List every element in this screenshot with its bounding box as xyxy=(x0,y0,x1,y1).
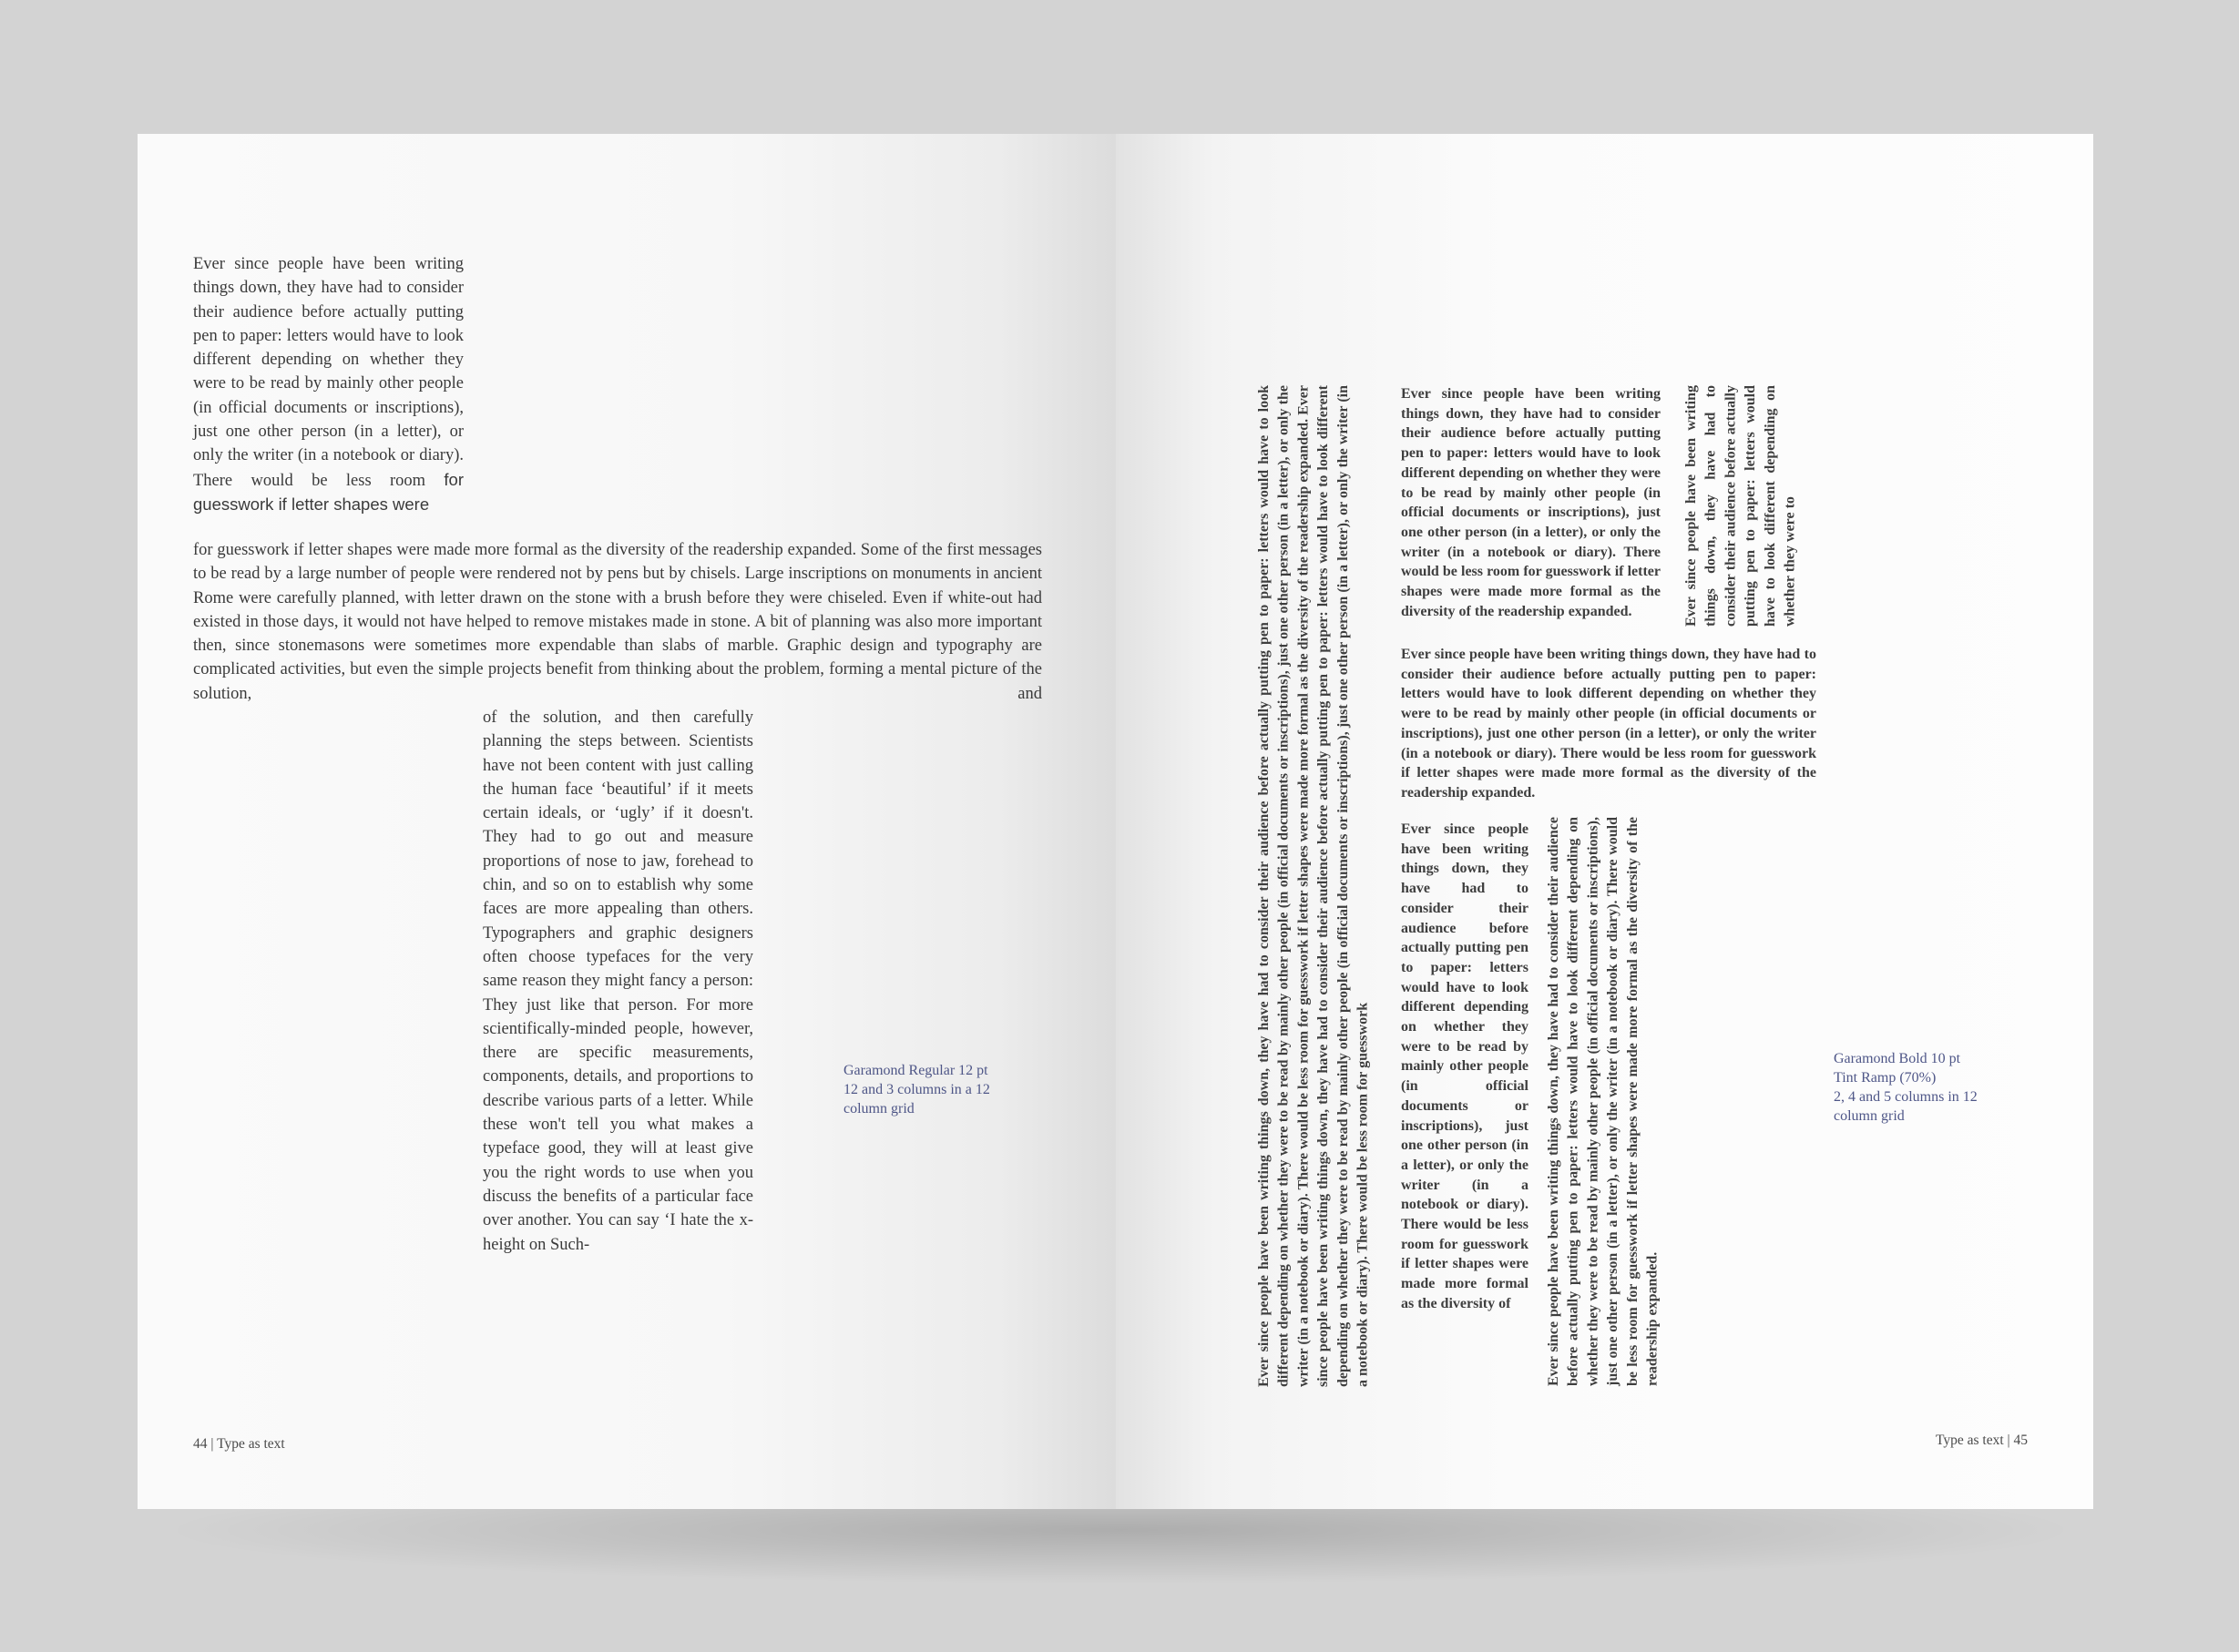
right-caption-line4: column grid xyxy=(1834,1108,1905,1124)
left-folio: 44 | Type as text xyxy=(193,1436,285,1452)
right-caption-line3: 2, 4 and 5 columns in 12 xyxy=(1834,1089,1978,1105)
rotated-medium-block: Ever since people have been writing things down, they have had to consider their audience before actually putting pen to paper: letters would have to look different depending on whether they were to be read by mainly other people (in official documents or inscriptions), just one other person (in a letter), or only the writer (in a notebook or diary). There would be less room for guesswork if letter shapes were made more formal as the diversity of the readership expanded. xyxy=(1546,817,1661,1386)
left-column-top-text: Ever since people have been writing things down, they have had to consider their audience before actually putting pen to paper: letters would have to look different depending on whether they were to be read by mainly other people (in official documents or inscriptions), just one other person (in a letter), or only the writer (in a notebook or diary). There would be less room xyxy=(193,255,464,490)
right-caption xyxy=(1834,1049,1978,1126)
right-wide-paragraph: Ever since people have been writing things down, they have had to consider their audience before actually putting pen to paper: letters would have to look different depending on whether they were to be read by mainly other people (in official documents or inscriptions), just one other person (in a letter), or only the writer (in a notebook or diary). There would be less room for guesswork if letter shapes were made more formal as the diversity of the readership expanded. xyxy=(1401,647,1816,801)
left-page xyxy=(138,134,1116,1509)
left-column-bottom: of the solution, and then carefully planning the steps between. Scientists have not been content with just calling the human face ‘beautiful’ if it meets certain ideals, or ‘ugly’ if it doesn't. They had to go out and measure proportions of nose to jaw, forehead to chin, and so on to establish why some faces are more appealing than others. Typographers and graphic designers often choose typefaces for the very same reason they might fancy a person: They just like that person. For more scientifically-minded people, however, there are specific measurements, components, details, and proportions to describe various parts of a letter. While these won't tell you what makes a typeface good, they will at least give you the right words to use when you discuss the benefits of a particular face over another. You can say ‘I hate the x-height on Such- xyxy=(483,709,753,1254)
right-top-block: Ever since people have been writing things down, they have had to consider their audience before actually putting pen to paper: letters would have to look different depending on whether they were to be read by mainly other people (in official documents or inscriptions), just one other person (in a letter), or only the writer (in a notebook or diary). There would be less room for guesswork if letter shapes were made more formal as the diversity of the readership expanded. xyxy=(1401,386,1661,619)
left-caption xyxy=(843,1061,990,1118)
right-narrow-column: Ever since people have been writing things down, they have had to consider their audience before actually putting pen to paper: letters would have to look different depending on whether they were to be read by mainly other people (in official documents or inscriptions), just one other person (in a letter), or only the writer (in a notebook or diary). There would be less room for guesswork if letter shapes were made more formal as the diversity of xyxy=(1401,821,1528,1311)
rotated-wide-block: Ever since people have been writing things down, they have had to consider their audience before actually putting pen to paper: letters would have to look different depending on whether they were to be read by mainly other people (in official documents or inscriptions), just one other person (in a letter), or only the writer (in a notebook or diary). There would be less room for guesswork if letter shapes were made more formal as the diversity of the readership expanded. Ever since people have been writing things down, they have had to consider their audience before actually putting pen to paper: letters would have to look different depending on whether they were to be read by mainly other people (in official documents or inscriptions), just one other person (in a letter), or only the writer (in a notebook or diary). There would be less room for guesswork xyxy=(1256,385,1371,1387)
left-caption-line3: column grid xyxy=(843,1101,915,1117)
left-column-top xyxy=(193,252,464,517)
right-page xyxy=(1116,134,2093,1509)
right-caption-line2: Tint Ramp (70%) xyxy=(1834,1070,1937,1086)
left-caption-line2: 12 and 3 columns in a 12 xyxy=(843,1082,990,1097)
right-caption-line1: Garamond Bold 10 pt xyxy=(1834,1051,1961,1066)
right-folio: Type as text | 45 xyxy=(1935,1433,2028,1448)
left-column-top-tail: for guesswork if letter shapes were xyxy=(193,469,464,514)
left-caption-line1: Garamond Regular 12 pt xyxy=(843,1063,988,1078)
left-wide-paragraph: for guesswork if letter shapes were made more formal as the diversity of the readership expanded. Some of the first messages to be read by a large number of people were rendered not by pens but by chisels. Large inscriptions on monuments in ancient Rome were carefully planned, with letter drawn on the stone with a brush before they were chiseled. Even if white-out had existed in those days, it would not have helped to remove mistakes made in stone. A bit of planning was also more important then, since stonemasons were sometimes more expendable than slabs of marble. Graphic design and typography are complicated activities, but even the simple projects benefit from thinking about the problem, forming a mental picture of the solution, and xyxy=(193,541,1042,703)
rotated-small-block: Ever since people have been writing things down, they have had to consider their audience before actually putting pen to paper: letters would have to look different depending on whether they were to xyxy=(1683,385,1798,627)
